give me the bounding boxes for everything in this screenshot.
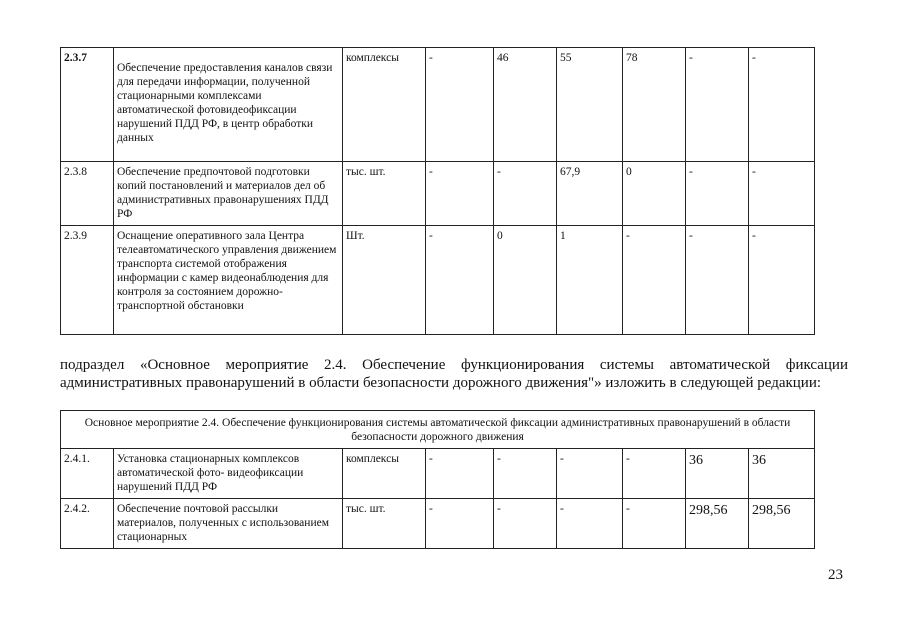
row-value-4: 78 — [623, 48, 686, 162]
row-value-5: 36 — [686, 449, 749, 499]
measures-table-2-4 — [60, 410, 815, 549]
row-value-4: - — [623, 226, 686, 335]
row-value-4: 0 — [623, 162, 686, 226]
row-value-3: 55 — [557, 48, 623, 162]
row-description: Обеспечение почтовой рассылки материалов, полученных с использованием стационарных — [114, 499, 343, 549]
row-value-3: 67,9 — [557, 162, 623, 226]
row-value-5: 298,56 — [686, 499, 749, 549]
table-header-row — [61, 411, 815, 449]
row-description: Установка стационарных комплексов автоматической фото- видеофиксации нарушений ПДД РФ — [114, 449, 343, 499]
row-unit: тыс. шт. — [343, 162, 426, 226]
measures-table-2-3 — [60, 47, 815, 335]
row-value-6: - — [749, 48, 815, 162]
row-value-6: - — [749, 226, 815, 335]
row-value-4: - — [623, 449, 686, 499]
table-row — [61, 499, 815, 549]
row-value-2: 46 — [494, 48, 557, 162]
amendment-paragraph: подраздел «Основное мероприятие 2.4. Обеспечение функционирования системы автоматической фиксации административных правонарушений в области безопасности дорожного движения"» изложить в следующей редакции: — [60, 357, 848, 391]
row-code: 2.3.7 — [61, 48, 114, 162]
table-row — [61, 48, 815, 162]
row-unit: комплексы — [343, 449, 426, 499]
row-code: 2.4.2. — [61, 499, 114, 549]
row-code: 2.4.1. — [61, 449, 114, 499]
table-row — [61, 449, 815, 499]
row-unit: Шт. — [343, 226, 426, 335]
row-unit: комплексы — [343, 48, 426, 162]
row-value-1: - — [426, 449, 494, 499]
table-row — [61, 162, 815, 226]
row-value-4: - — [623, 499, 686, 549]
row-value-1: - — [426, 162, 494, 226]
table-row — [61, 226, 815, 335]
row-unit: тыс. шт. — [343, 499, 426, 549]
row-value-2: - — [494, 449, 557, 499]
row-value-6: 36 — [749, 449, 815, 499]
row-code: 2.3.9 — [61, 226, 114, 335]
row-value-2: - — [494, 162, 557, 226]
row-value-1: - — [426, 499, 494, 549]
section-header: Основное мероприятие 2.4. Обеспечение функционирования системы автоматической фиксации административных правонарушений в области безопасности дорожного движения — [61, 411, 815, 449]
row-value-2: - — [494, 499, 557, 549]
row-code: 2.3.8 — [61, 162, 114, 226]
row-value-5: - — [686, 162, 749, 226]
row-value-3: - — [557, 499, 623, 549]
row-value-1: - — [426, 226, 494, 335]
page-number: 23 — [828, 567, 843, 583]
row-value-1: - — [426, 48, 494, 162]
row-value-3: 1 — [557, 226, 623, 335]
row-description: Обеспечение предпочтовой подготовки копий постановлений и материалов дел об административных правонарушениях ПДД РФ — [114, 162, 343, 226]
row-value-5: - — [686, 226, 749, 335]
row-value-6: 298,56 — [749, 499, 815, 549]
row-value-3: - — [557, 449, 623, 499]
row-value-2: 0 — [494, 226, 557, 335]
row-value-5: - — [686, 48, 749, 162]
row-description: Оснащение оперативного зала Центра телеавтоматического управления движением транспорта системой отображения информации с камер видеонаблюдения для контроля за состоянием дорожно-транспортной обстановки — [114, 226, 343, 335]
row-value-6: - — [749, 162, 815, 226]
row-description: Обеспечение предоставления каналов связи для передачи информации, полученной стационарными комплексами автоматической фотовидеофиксации нарушений ПДД РФ, в центр обработки данных — [114, 48, 343, 162]
